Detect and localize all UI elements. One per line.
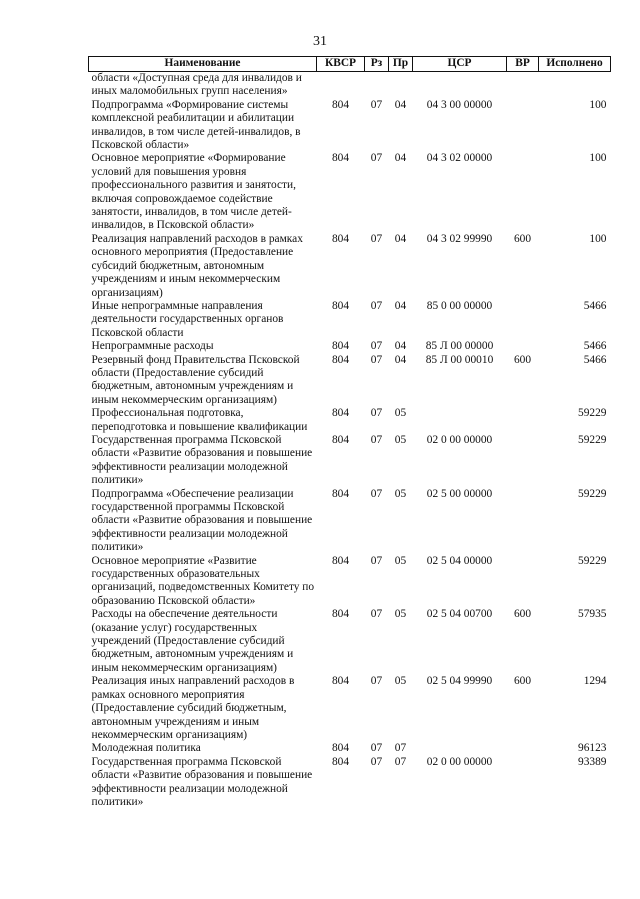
header-name: Наименование xyxy=(89,57,317,72)
cell-kvsr: 804 xyxy=(331,608,350,621)
table-header-row xyxy=(89,57,611,72)
cell-csr: 85 0 00 00000 xyxy=(426,299,493,312)
table-row xyxy=(89,340,611,353)
cell-pr: 07 xyxy=(394,742,407,755)
cell-name: Основное мероприятие «Формирование условий для повышения уровня профессионального развития и занятости, включая сопровождаемое содействие занятости, инвалидов, в том числе детей-инвалидов, в Псковской области» xyxy=(91,152,296,232)
cell-vr xyxy=(507,434,539,488)
cell-done: 59229 xyxy=(578,433,607,446)
cell-done: 5466 xyxy=(583,340,607,353)
cell-kvsr: 804 xyxy=(331,353,350,366)
cell-vr xyxy=(507,300,539,340)
cell-rz: 07 xyxy=(370,755,383,768)
cell-pr: 04 xyxy=(394,299,407,312)
cell-kvsr: 804 xyxy=(331,340,350,353)
cell-pr: 05 xyxy=(394,433,407,446)
cell-vr xyxy=(507,152,539,232)
cell-csr: 85 Л 00 00010 xyxy=(425,353,494,366)
cell-vr: 600 xyxy=(513,232,532,245)
table-row xyxy=(89,608,611,675)
budget-table xyxy=(88,56,611,809)
cell-rz: 07 xyxy=(370,152,383,165)
cell-pr xyxy=(389,72,413,99)
cell-name: Иные непрограммные направления деятельности государственных органов Псковской области xyxy=(91,299,284,339)
cell-vr xyxy=(507,742,539,755)
table-row xyxy=(89,434,611,488)
table-row xyxy=(89,233,611,300)
cell-rz: 07 xyxy=(370,98,383,111)
cell-rz: 07 xyxy=(370,340,383,353)
cell-rz: 07 xyxy=(370,608,383,621)
cell-done: 100 xyxy=(589,98,607,111)
cell-rz: 07 xyxy=(370,742,383,755)
cell-name: Резервный фонд Правительства Псковской области (Предоставление субсидий бюджетным, автономным учреждениям и иным некоммерческим организациям) xyxy=(91,353,300,406)
header-done: Исполнено xyxy=(539,57,611,72)
header-rz: Рз xyxy=(365,57,389,72)
cell-vr: 600 xyxy=(513,608,532,621)
cell-csr: 02 5 04 99990 xyxy=(426,675,493,688)
cell-name: Подпрограмма «Обеспечение реализации государственной программы Псковской области «Развитие образования и повышение эффективности реализации молодежной политики» xyxy=(91,487,313,554)
cell-kvsr: 804 xyxy=(331,554,350,567)
table-row xyxy=(89,675,611,742)
cell-done: 57935 xyxy=(578,608,607,621)
cell-kvsr: 804 xyxy=(331,433,350,446)
cell-kvsr: 804 xyxy=(331,487,350,500)
cell-done: 59229 xyxy=(578,487,607,500)
cell-done: 100 xyxy=(589,152,607,165)
cell-csr: 02 0 00 00000 xyxy=(426,755,493,768)
header-vr: ВР xyxy=(507,57,539,72)
cell-rz xyxy=(365,72,389,99)
cell-kvsr xyxy=(317,72,365,99)
cell-kvsr: 804 xyxy=(331,299,350,312)
cell-pr: 04 xyxy=(394,353,407,366)
cell-name: Основное мероприятие «Развитие государственных образовательных организаций, подведомственных Комитету по образованию Псковской области» xyxy=(91,554,315,607)
cell-vr xyxy=(507,72,539,99)
cell-kvsr: 804 xyxy=(331,98,350,111)
cell-kvsr: 804 xyxy=(331,675,350,688)
cell-name: Молодежная политика xyxy=(91,742,201,755)
table-row xyxy=(89,152,611,232)
cell-done xyxy=(539,72,611,99)
cell-name: Государственная программа Псковской области «Развитие образования и повышение эффективности реализации молодежной политики» xyxy=(91,433,313,487)
cell-kvsr: 804 xyxy=(331,232,350,245)
cell-rz: 07 xyxy=(370,675,383,688)
cell-done: 1294 xyxy=(583,675,607,688)
header-pr: Пр xyxy=(389,57,413,72)
cell-csr: 02 5 04 00700 xyxy=(426,608,493,621)
table-row xyxy=(89,300,611,340)
cell-vr xyxy=(507,99,539,153)
table-row xyxy=(89,742,611,755)
cell-done: 93389 xyxy=(578,755,607,768)
cell-csr: 02 5 04 00000 xyxy=(426,554,493,567)
cell-pr: 07 xyxy=(394,755,407,768)
cell-pr: 04 xyxy=(394,340,407,353)
cell-csr xyxy=(413,72,507,99)
cell-kvsr: 804 xyxy=(331,407,350,420)
cell-vr: 600 xyxy=(513,675,532,688)
cell-rz: 07 xyxy=(370,232,383,245)
cell-vr xyxy=(507,555,539,609)
cell-name: Реализация иных направлений расходов в рамках основного мероприятия (Предоставление субсидий бюджетным, автономным учреждениям и иным некоммерческим организациям) xyxy=(91,675,295,741)
header-kvsr: КВСР xyxy=(317,57,365,72)
cell-pr: 04 xyxy=(394,152,407,165)
cell-rz: 07 xyxy=(370,433,383,446)
page-number: 31 xyxy=(313,34,327,49)
cell-kvsr: 804 xyxy=(331,742,350,755)
cell-rz: 07 xyxy=(370,299,383,312)
cell-done: 59229 xyxy=(578,407,607,420)
cell-pr: 05 xyxy=(394,608,407,621)
cell-name: Непрограммные расходы xyxy=(91,340,214,353)
cell-rz: 07 xyxy=(370,554,383,567)
cell-done: 96123 xyxy=(578,742,607,755)
cell-name: Расходы на обеспечение деятельности (оказание услуг) государственных учреждений (Предоставление субсидий бюджетным, автономным учреждениям и иным некоммерческим организациям) xyxy=(91,608,294,674)
table-row xyxy=(89,99,611,153)
cell-name: Подпрограмма «Формирование системы комплексной реабилитации и абилитации инвалидов, в том числе детей-инвалидов, в Псковской области» xyxy=(91,98,301,152)
table-row xyxy=(89,488,611,555)
cell-vr xyxy=(507,407,539,434)
cell-name: Государственная программа Псковской области «Развитие образования и повышение эффективности реализации молодежной политики» xyxy=(91,755,313,808)
cell-rz: 07 xyxy=(370,407,383,420)
cell-vr: 600 xyxy=(513,353,532,366)
cell-done: 59229 xyxy=(578,554,607,567)
cell-csr: 02 0 00 00000 xyxy=(426,433,493,446)
header-csr: ЦСР xyxy=(413,57,507,72)
cell-name: Профессиональная подготовка, переподготовка и повышение квалификации xyxy=(91,407,308,433)
table-body xyxy=(89,72,611,810)
cell-csr xyxy=(413,407,507,434)
cell-done: 100 xyxy=(589,232,607,245)
cell-pr: 04 xyxy=(394,98,407,111)
cell-done: 5466 xyxy=(583,353,607,366)
cell-vr xyxy=(507,340,539,353)
cell-csr: 04 3 00 00000 xyxy=(426,98,493,111)
table-row xyxy=(89,555,611,609)
cell-csr: 02 5 00 00000 xyxy=(426,487,493,500)
cell-vr xyxy=(507,488,539,555)
cell-name: Реализация направлений расходов в рамках основного мероприятия (Предоставление субсидий бюджетным, автономным учреждениям и иным некоммерческим организациям) xyxy=(91,232,303,299)
cell-vr xyxy=(507,756,539,810)
cell-csr: 04 3 02 00000 xyxy=(426,152,493,165)
table-row xyxy=(89,407,611,434)
cell-csr xyxy=(413,742,507,755)
table-row xyxy=(89,354,611,408)
cell-pr: 05 xyxy=(394,675,407,688)
cell-pr: 05 xyxy=(394,407,407,420)
cell-kvsr: 804 xyxy=(331,152,350,165)
cell-done: 5466 xyxy=(583,299,607,312)
cell-pr: 04 xyxy=(394,232,407,245)
cell-name: области «Доступная среда для инвалидов и иных маломобильных групп населения» xyxy=(91,72,302,98)
cell-pr: 05 xyxy=(394,554,407,567)
table-row xyxy=(89,72,611,99)
cell-kvsr: 804 xyxy=(331,755,350,768)
cell-pr: 05 xyxy=(394,487,407,500)
cell-rz: 07 xyxy=(370,487,383,500)
cell-csr: 85 Л 00 00000 xyxy=(425,340,494,353)
cell-rz: 07 xyxy=(370,353,383,366)
cell-csr: 04 3 02 99990 xyxy=(426,232,493,245)
table-row xyxy=(89,756,611,810)
